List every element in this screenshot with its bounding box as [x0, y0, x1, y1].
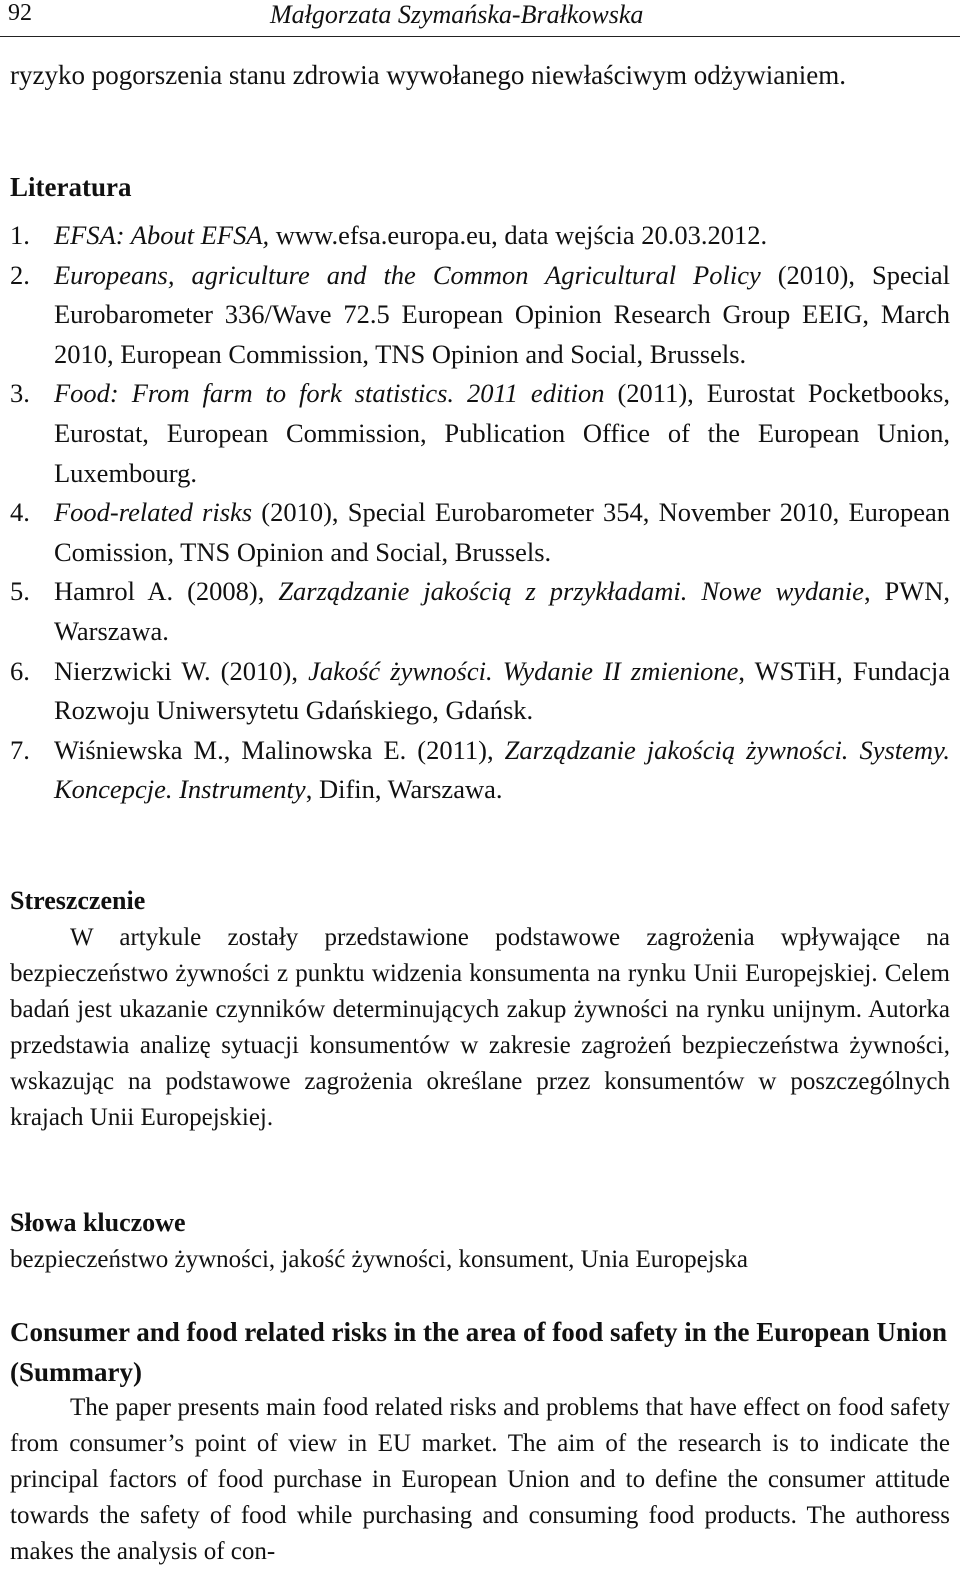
- reference-details: (2011), Eurostat Pocketbooks, Eurostat, European Commission, Publication Office of the European Union, Luxembourg.: [54, 378, 950, 488]
- reference-item: [10, 256, 950, 375]
- reference-title: Zarządzanie jakością z przykładami. Nowe wydanie: [278, 576, 864, 607]
- reference-number: 5.: [10, 576, 30, 607]
- reference-number: 1.: [10, 220, 30, 250]
- reference-item: [10, 216, 950, 256]
- summary-text: The paper presents main food related risks and problems that have effect on food safety from consumer’s point of view in EU market. The aim of the research is to indicate the principal factors of food purchase in European Union and to define the consumer attitude towards the safety of food while purchasing and consuming food products. The authoress makes the analysis of con-: [10, 1394, 950, 1565]
- reference-details: (2010), Special Eurobarometer 354, November 2010, European Comission, TNS Opinion and Social, Brussels.: [54, 497, 950, 567]
- reference-author: Nierzwicki W. (2010),: [54, 655, 309, 686]
- reference-author: Wiśniewska M., Malinowska E. (2011),: [54, 734, 505, 765]
- streszczenie-heading: Streszczenie: [10, 886, 146, 915]
- reference-number: 2.: [10, 259, 30, 290]
- reference-title: Jakość żywności. Wydanie II zmienione: [308, 655, 739, 686]
- literatura-heading: Literatura: [10, 172, 132, 202]
- reference-details: , PWN, Warszawa.: [54, 576, 951, 646]
- reference-item: [10, 374, 950, 493]
- streszczenie-text: W artykule zostały przedstawione podstawowe zagrożenia wpływające na bezpieczeństwo żywności z punktu widzenia konsumenta na rynku Unii Europejskiej. Celem badań jest ukazanie czynników determinujących zakup żywności na rynku unijnym. Autorka przedstawia analizę sytuacji konsumentów w zakresie zagrożeń bezpieczeństwa żywności, wskazując na podstawowe zagrożenia określane przez konsumentów w poszczególnych krajach Unii Europejskiej.: [10, 924, 950, 1131]
- reference-number: 7.: [10, 734, 30, 765]
- running-head-author: Małgorzata Szymańska-Brałkowska: [270, 0, 644, 29]
- summary-heading: Consumer and food related risks in the area of food safety in the European Union (Summary): [10, 1317, 948, 1387]
- reference-item: [10, 652, 950, 731]
- reference-number: 3.: [10, 378, 30, 409]
- reference-details: , Difin, Warszawa.: [305, 774, 503, 805]
- reference-item: [10, 572, 950, 651]
- reference-title: Zarządzanie jakością żywności. Systemy. Koncepcje. Instrumenty: [54, 734, 950, 805]
- reference-title: Europeans, agriculture and the Common Agricultural Policy: [54, 259, 761, 290]
- reference-item: [10, 731, 950, 810]
- reference-details: (2010), Special Eurobarometer 336/Wave 72.5 European Opinion Research Group EEIG, March 2010, European Commission, TNS Opinion and Social, Brussels.: [54, 259, 950, 369]
- intro-paragraph: ryzyko pogorszenia stanu zdrowia wywołanego niewłaściwym odżywianiem.: [10, 60, 847, 90]
- reference-number: 6.: [10, 655, 30, 686]
- reference-details: www.efsa.europa.eu, data wejścia 20.03.2012.: [269, 220, 768, 250]
- page-number: 92: [8, 0, 32, 26]
- page-header: [0, 0, 960, 37]
- reference-author: Hamrol A. (2008),: [54, 576, 279, 607]
- reference-number: 4.: [10, 497, 30, 528]
- reference-title: Food-related risks: [54, 497, 253, 528]
- reference-item: [10, 493, 950, 572]
- reference-title: EFSA: About EFSA,: [54, 220, 270, 250]
- reference-title: Food: From farm to fork statistics. 2011 edition: [54, 378, 605, 409]
- keywords-text: bezpieczeństwo żywności, jakość żywności, konsument, Unia Europejska: [10, 1246, 748, 1273]
- reference-details: , WSTiH, Fundacja Rozwoju Uniwersytetu Gdańskiego, Gdańsk.: [54, 655, 950, 726]
- keywords-heading: Słowa kluczowe: [10, 1208, 186, 1237]
- reference-list: [10, 216, 950, 810]
